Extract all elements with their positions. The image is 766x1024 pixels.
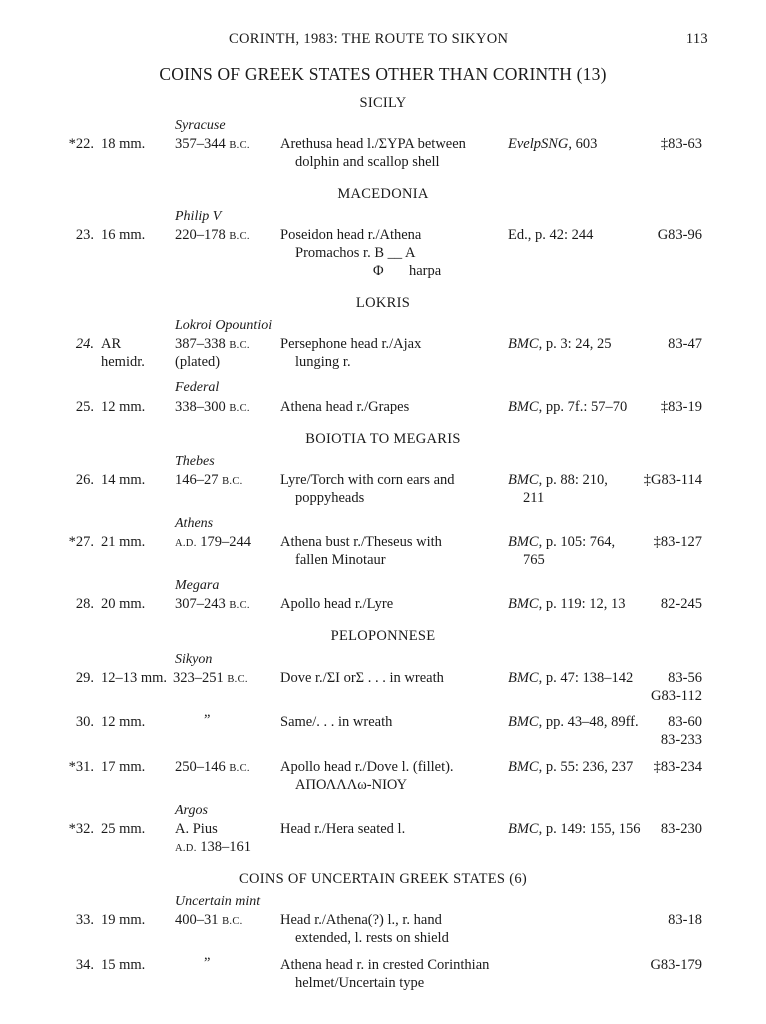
coin-description: Persephone head r./Ajax — [280, 336, 422, 352]
coin-size: 19 mm. — [101, 912, 146, 928]
entry-number: 24. — [75, 336, 94, 352]
inventory-number: ‡83-234 — [653, 759, 702, 775]
inventory-number: 83-47 — [668, 336, 702, 352]
coin-reference: BMC, p. 149: 155, 156 — [508, 821, 641, 837]
coin-description: Apollo head r./Lyre — [280, 596, 394, 612]
entry-number: 25. — [75, 399, 94, 415]
entry-number: 30. — [75, 714, 94, 730]
inventory-number: ‡83-127 — [653, 534, 702, 550]
coin-description: Dove r./ΣI orΣ . . . in wreath — [280, 670, 444, 686]
coin-size: 25 mm. — [101, 821, 146, 837]
coin-denomination: hemidr. — [101, 354, 145, 370]
coin-description: Poseidon head r./Athena — [280, 227, 422, 243]
mint-thebes: Thebes — [175, 454, 215, 469]
inventory-number: ‡83-19 — [660, 399, 702, 415]
coin-reference: EvelpSNG, 603 — [508, 136, 598, 152]
inventory-number: 83-18 — [668, 912, 702, 928]
coin-date: 338–300 B.C. — [175, 399, 250, 415]
inventory-number: ‡83-63 — [660, 136, 702, 152]
coin-date: 146–27 B.C. — [175, 472, 243, 488]
coin-description: Arethusa head l./ΣΥΡΑ between — [280, 136, 466, 152]
coin-description-cont: extended, l. rests on shield — [295, 930, 449, 946]
page-title: COINS OF GREEK STATES OTHER THAN CORINTH (13) — [159, 64, 607, 84]
mint-lokroi-opountioi: Lokroi Opountioi — [175, 318, 273, 333]
ditto-mark: ” — [204, 955, 211, 971]
entry-number: 28. — [75, 596, 94, 612]
entry-number: 34. — [75, 957, 94, 973]
section-heading-boiotia: BOIOTIA TO MEGARIS — [305, 431, 461, 447]
mint-argos: Argos — [175, 803, 208, 818]
coin-size: 21 mm. — [101, 534, 146, 550]
symbol-harpa: harpa — [409, 263, 442, 279]
mint-syracuse: Syracuse — [175, 118, 226, 133]
inventory-number: ‡G83-114 — [643, 472, 702, 488]
entry-number: 33. — [75, 912, 94, 928]
entry-number: 29. — [75, 670, 94, 686]
mint-sikyon: Sikyon — [175, 652, 213, 667]
entry-number: *27. — [68, 534, 94, 550]
ditto-mark: ” — [204, 712, 211, 728]
monogram-phi: Φ — [373, 263, 384, 279]
inventory-number: 82-245 — [660, 596, 702, 612]
inventory-number: 83-56 — [668, 670, 702, 686]
coin-description-cont: Promachos r. B __ A — [295, 245, 416, 261]
inventory-number: G83-179 — [650, 957, 702, 973]
coin-date: 323–251 B.C. — [173, 670, 248, 686]
coin-reference: BMC, p. 47: 138–142 — [508, 670, 634, 686]
coin-reference: BMC, p. 88: 210, — [508, 472, 608, 488]
coin-description-cont: fallen Minotaur — [295, 552, 386, 568]
coin-description: Athena head r./Grapes — [280, 399, 410, 415]
section-heading-peloponnese: PELOPONNESE — [330, 628, 436, 644]
coin-metal: AR — [101, 336, 122, 352]
coin-size: 12 mm. — [101, 399, 146, 415]
inventory-number-2: 83-233 — [660, 732, 702, 748]
entry-number: 26. — [75, 472, 94, 488]
section-heading-sicily: SICILY — [359, 95, 407, 111]
entry-number: 23. — [75, 227, 94, 243]
coin-size: 12–13 mm. — [101, 670, 168, 686]
page-number: 113 — [685, 31, 708, 47]
coin-reference: BMC, p. 105: 764, — [508, 534, 616, 550]
coin-reference: BMC, p. 119: 12, 13 — [508, 596, 626, 612]
coin-size: 17 mm. — [101, 759, 146, 775]
inventory-number: 83-230 — [660, 821, 702, 837]
coin-size: 14 mm. — [101, 472, 146, 488]
entry-number: *22. — [68, 136, 94, 152]
mint-philip-v: Philip V — [175, 209, 222, 224]
inventory-number-2: G83-112 — [650, 688, 702, 704]
coin-legend: ΑΠΟΛΛΛω-ΝΙΟΥ — [295, 777, 408, 793]
coin-description: Same/. . . in wreath — [280, 714, 393, 730]
coin-size: 12 mm. — [101, 714, 146, 730]
section-heading-macedonia: MACEDONIA — [337, 186, 429, 202]
coin-description-cont: helmet/Uncertain type — [295, 975, 425, 991]
entry-number: *31. — [68, 759, 94, 775]
coin-size: 16 mm. — [101, 227, 146, 243]
section-heading-uncertain: COINS OF UNCERTAIN GREEK STATES (6) — [238, 871, 528, 887]
running-title: CORINTH, 1983: THE ROUTE TO SIKYON — [229, 31, 509, 47]
coin-description-cont: lunging r. — [295, 354, 351, 370]
coin-description: Head r./Athena(?) l., r. hand — [280, 912, 442, 928]
coin-reference: Ed., p. 42: 244 — [508, 227, 594, 243]
mint-athens: Athens — [175, 516, 214, 531]
coin-reference: BMC, pp. 7f.: 57–70 — [508, 399, 628, 415]
coin-date: 357–344 B.C. — [175, 136, 250, 152]
mint-megara: Megara — [175, 578, 220, 593]
coin-reference-cont: 765 — [523, 552, 545, 568]
coin-description: Athena bust r./Theseus with — [280, 534, 442, 550]
coin-description-cont: dolphin and scallop shell — [295, 154, 440, 170]
coin-note: (plated) — [175, 354, 221, 370]
mint-uncertain: Uncertain mint — [175, 894, 261, 909]
inventory-number: G83-96 — [657, 227, 702, 243]
coin-description-cont: poppyheads — [295, 490, 365, 506]
inventory-number: 83-60 — [668, 714, 702, 730]
coin-description: Lyre/Torch with corn ears and — [280, 472, 455, 488]
coin-date: 400–31 B.C. — [175, 912, 243, 928]
coin-description: Head r./Hera seated l. — [280, 821, 406, 837]
coin-description: Athena head r. in crested Corinthian — [280, 957, 490, 973]
coin-issuer: A. Pius — [175, 821, 218, 837]
coin-reference: BMC, pp. 43–48, 89ff. — [508, 714, 639, 730]
coin-size: 18 mm. — [101, 136, 146, 152]
coin-date: A.D. 138–161 — [175, 839, 251, 855]
coin-reference-cont: 211 — [523, 490, 545, 506]
coin-date: 307–243 B.C. — [175, 596, 250, 612]
coin-description: Apollo head r./Dove l. (fillet). — [280, 759, 454, 775]
section-heading-lokris: LOKRIS — [355, 295, 411, 311]
coin-size: 15 mm. — [101, 957, 146, 973]
entry-number: *32. — [68, 821, 94, 837]
mint-federal: Federal — [175, 380, 220, 395]
coin-size: 20 mm. — [101, 596, 146, 612]
coin-date: 250–146 B.C. — [175, 759, 250, 775]
coin-date: 387–338 B.C. — [175, 336, 250, 352]
coin-reference: BMC, p. 3: 24, 25 — [508, 336, 612, 352]
coin-date: 220–178 B.C. — [175, 227, 250, 243]
coin-reference: BMC, p. 55: 236, 237 — [508, 759, 634, 775]
coin-date: A.D. 179–244 — [175, 534, 251, 550]
